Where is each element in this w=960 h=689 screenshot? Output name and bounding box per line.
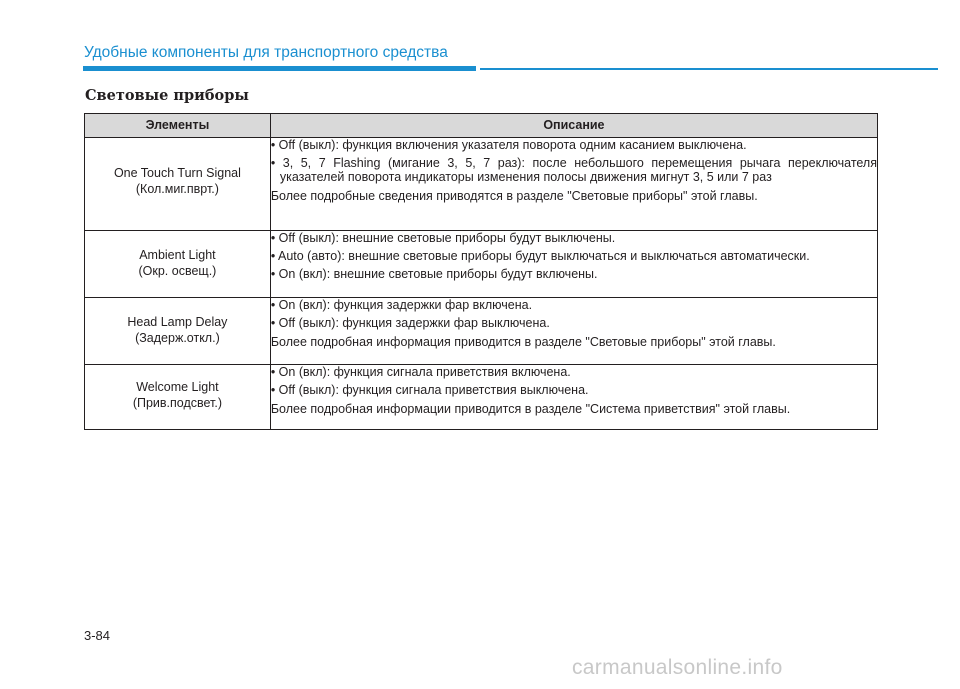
element-name: Head Lamp Delay xyxy=(127,315,228,329)
element-cell xyxy=(85,298,271,365)
element-name: Ambient Light xyxy=(139,248,216,262)
section-title: Световые приборы xyxy=(85,87,249,104)
chapter-rule-thin xyxy=(480,68,938,70)
note-text: Более подробная информация приводится в разделе "Световые приборы" этой главы. xyxy=(270,335,776,349)
table-row xyxy=(85,365,878,430)
element-name-sub: (Прив.подсвет.) xyxy=(132,396,223,410)
bullet-item: • Off (выкл): функция включения указателя поворота одним касанием выключена. xyxy=(270,138,747,152)
chapter-title: Удобные компоненты для транспортного средства xyxy=(84,44,448,61)
page-number: 3-84 xyxy=(84,628,111,643)
table-row xyxy=(85,298,878,365)
element-name-sub: (Задерж.откл.) xyxy=(135,331,220,345)
column-header-description: Описание xyxy=(270,114,877,138)
bullet-item: • Off (выкл): функция задержки фар выключена. xyxy=(270,316,550,330)
bullet-item: • Off (выкл): функция сигнала приветствия выключена. xyxy=(270,383,589,397)
table-header-row xyxy=(85,114,878,138)
column-header-elements: Элементы xyxy=(85,114,271,138)
bullet-item: • On (вкл): функция сигнала приветствия включена. xyxy=(270,365,571,379)
element-cell xyxy=(85,365,271,430)
table-row xyxy=(85,138,878,231)
bullet-item: • Off (выкл): внешние световые приборы будут выключены. xyxy=(270,231,616,245)
chapter-rule-thick xyxy=(83,66,476,71)
bullet-item: • On (вкл): внешние световые приборы будут включены. xyxy=(270,267,598,281)
note-text: Более подробная информации приводится в разделе "Система приветствия" этой главы. xyxy=(270,402,791,416)
description-cell xyxy=(270,298,877,365)
bullet-item: • Auto (авто): внешние световые приборы будут выключаться и выключаться автоматически. xyxy=(270,249,810,263)
element-cell xyxy=(85,138,271,231)
element-name-sub: (Кол.миг.пврт.) xyxy=(135,182,219,196)
element-cell xyxy=(85,231,271,298)
element-name: One Touch Turn Signal xyxy=(113,166,241,180)
description-cell xyxy=(270,231,877,298)
note-text: Более подробные сведения приводятся в разделе "Световые приборы" этой главы. xyxy=(270,189,758,203)
bullet-item: • 3, 5, 7 Flashing (мигание 3, 5, 7 раз): после небольшого перемещения рычага переключателя указателей поворота индикаторы изменения полосы движения мигнут 3, 5 или 7 раз xyxy=(270,156,877,184)
description-cell xyxy=(270,138,877,231)
description-cell xyxy=(270,365,877,430)
bullet-item: • On (вкл): функция задержки фар включена. xyxy=(270,298,533,312)
element-name-sub: (Окр. освещ.) xyxy=(138,264,217,278)
settings-table xyxy=(84,113,878,430)
element-name: Welcome Light xyxy=(136,380,219,394)
table-row xyxy=(85,231,878,298)
watermark: carmanualsonline.info xyxy=(572,656,783,679)
